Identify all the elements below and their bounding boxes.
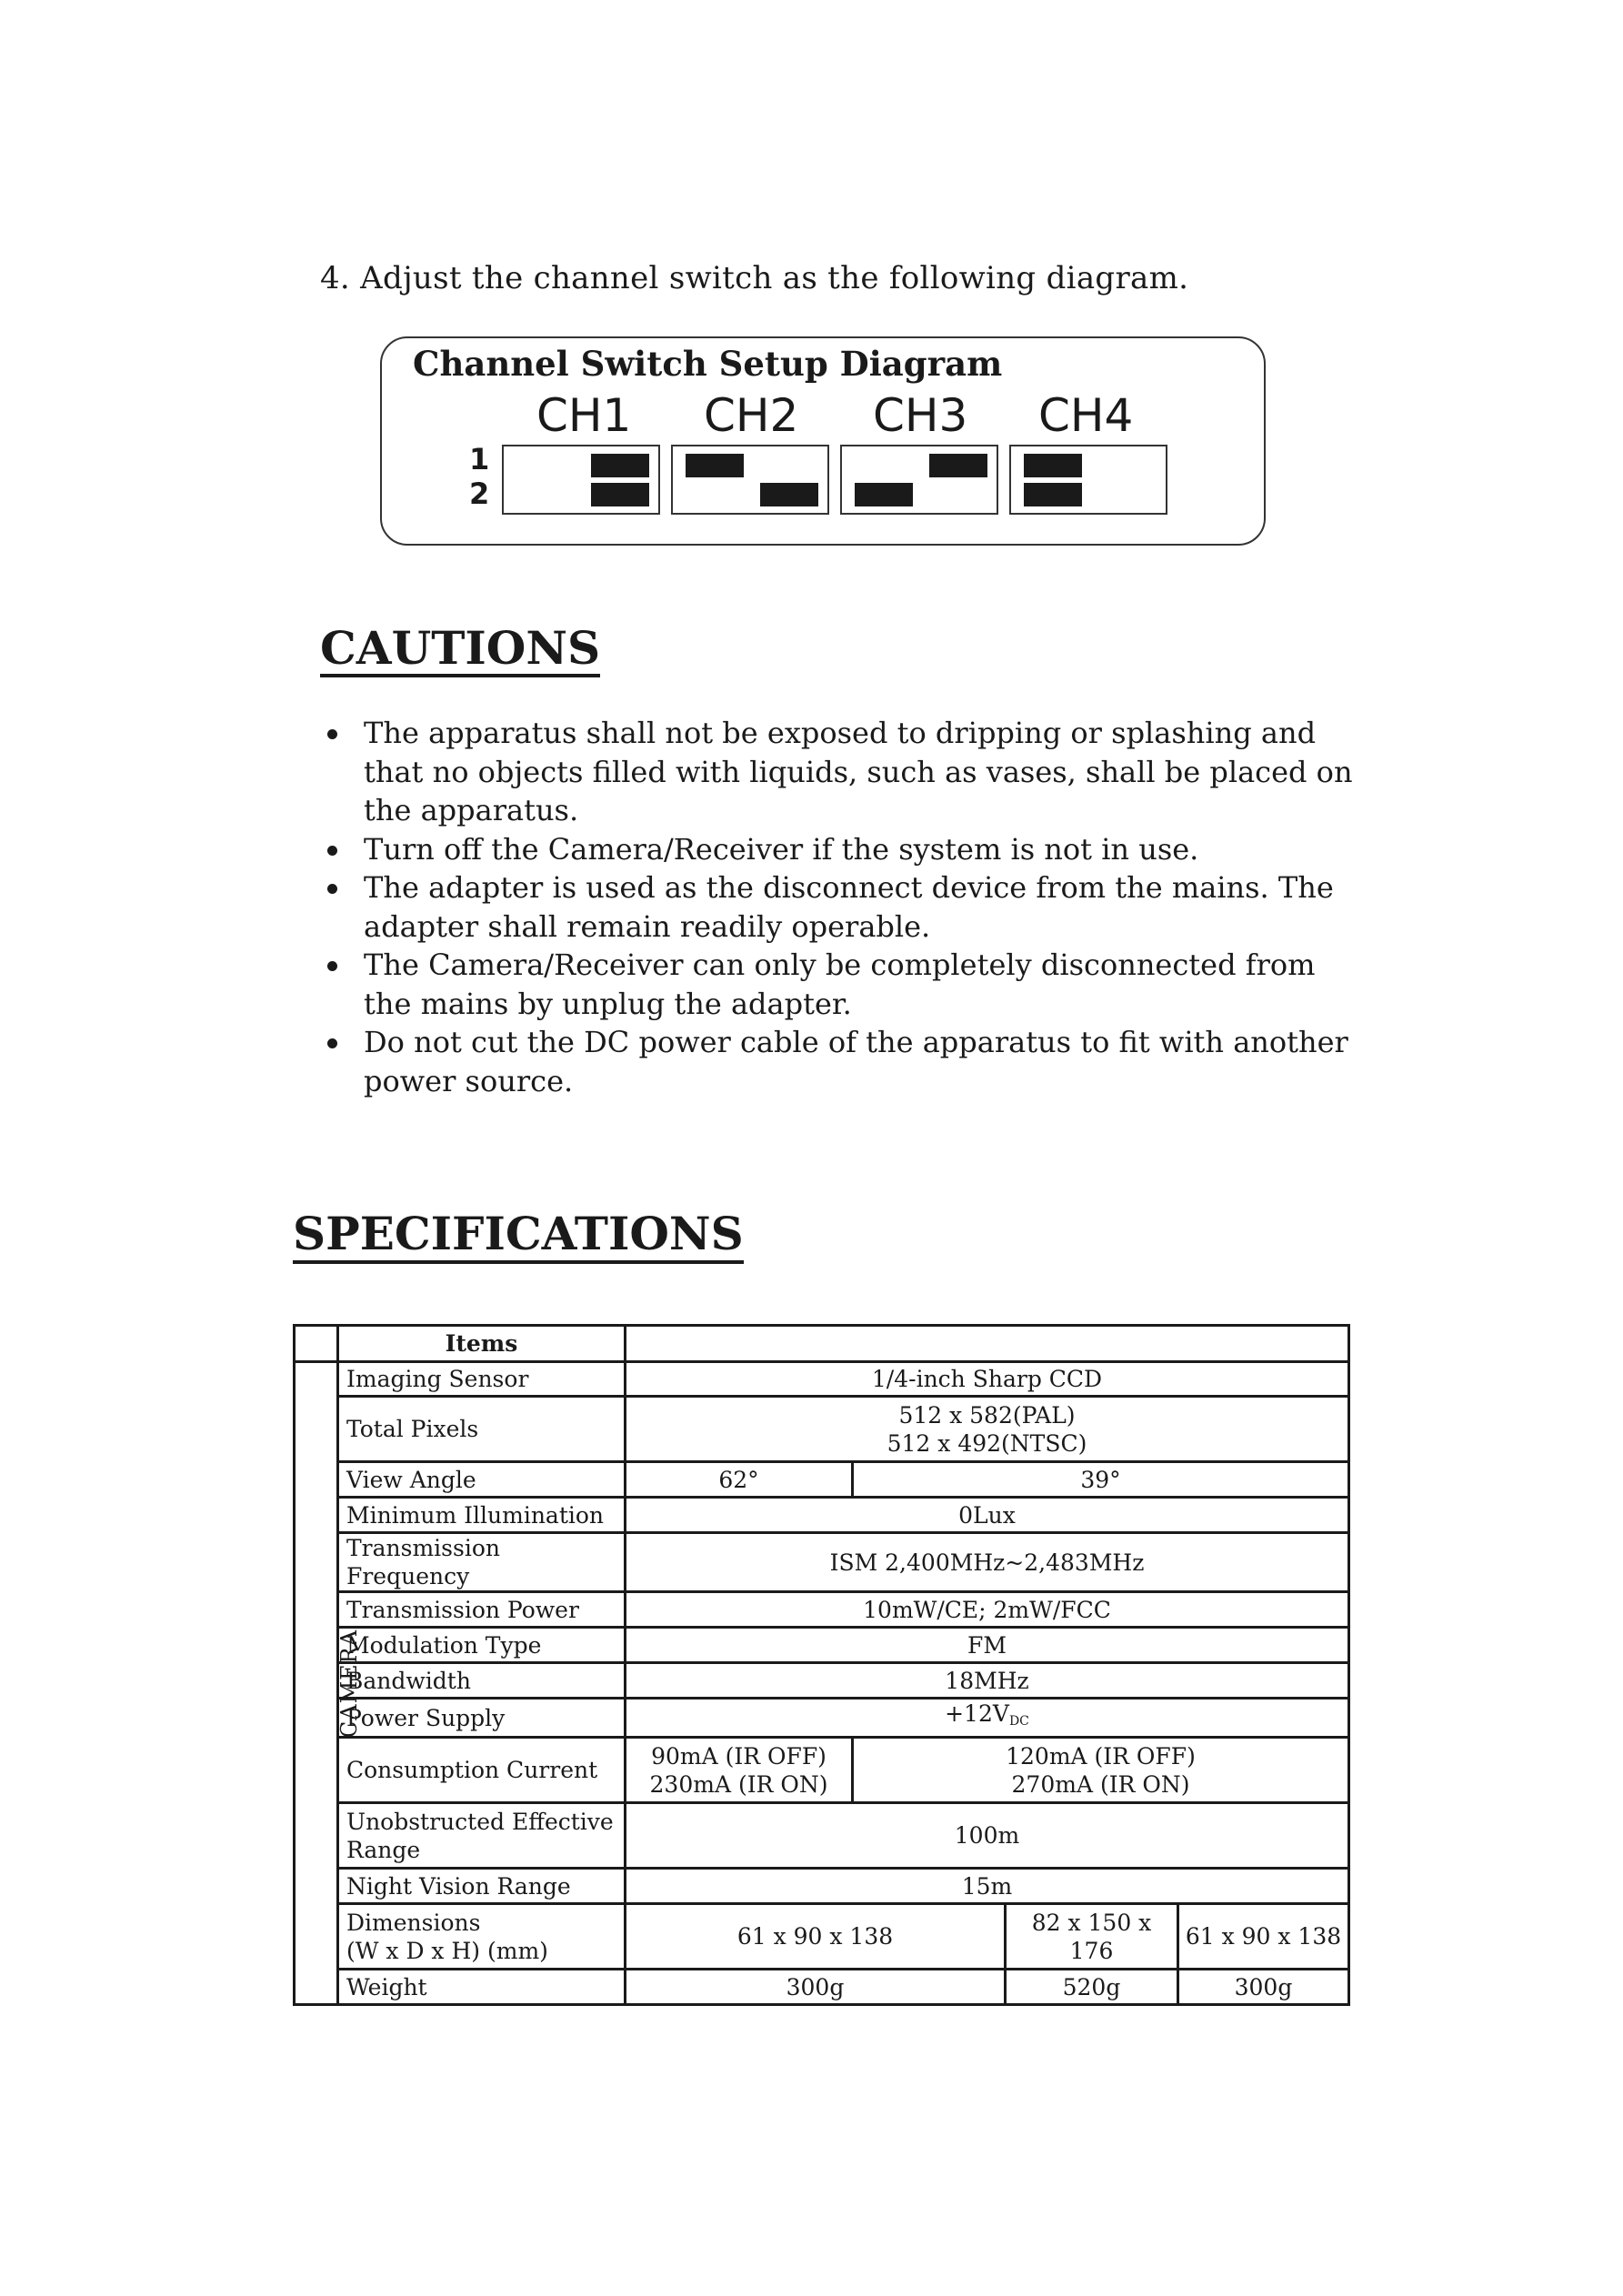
table-row — [295, 1904, 1349, 1970]
switch-ch4 — [1009, 445, 1167, 515]
specifications-table — [293, 1324, 1350, 2006]
list-item — [320, 1023, 1357, 1100]
power-subscript: DC — [1008, 1714, 1029, 1729]
camera-side-label: CAMERA — [336, 1629, 363, 1739]
bullet-icon — [327, 1038, 337, 1048]
switch-knob — [1024, 483, 1082, 506]
row-value — [626, 1699, 1349, 1738]
row-label: Night Vision Range — [338, 1869, 626, 1904]
row-value: 0Lux — [626, 1498, 1349, 1533]
row-value: 82 x 150 x 176 — [1006, 1904, 1178, 1970]
row-value: 61 x 90 x 138 — [1178, 1904, 1349, 1970]
row-value: 300g — [626, 1970, 1006, 2005]
consumption-b-ir-off: 120mA (IR OFF) — [1006, 1742, 1196, 1770]
row-label: Minimum Illumination — [338, 1498, 626, 1533]
row-value: ISM 2,400MHz~2,483MHz — [626, 1533, 1349, 1592]
row-label — [338, 1904, 626, 1970]
row-label: Unobstructed Effective Range — [338, 1803, 626, 1869]
dimensions-units: (W x D x H) (mm) — [346, 1937, 548, 1964]
row-value: 39° — [853, 1462, 1349, 1498]
bullet-icon — [327, 729, 337, 739]
row-value: 1/4-inch Sharp CCD — [626, 1362, 1349, 1397]
switch-ch2 — [671, 445, 829, 515]
switch-ch1 — [502, 445, 660, 515]
row-label: Transmission Power — [338, 1592, 626, 1628]
channel-label-ch4: CH4 — [1038, 389, 1134, 442]
list-item — [320, 868, 1357, 946]
switch-knob — [855, 483, 913, 506]
list-item — [320, 946, 1357, 1023]
caution-text: Do not cut the DC power cable of the apparatus to fit with another power source. — [364, 1025, 1348, 1098]
list-item — [320, 714, 1357, 830]
channel-label-ch1: CH1 — [536, 389, 632, 442]
dimensions-label: Dimensions — [346, 1909, 481, 1936]
channel-label-ch3: CH3 — [873, 389, 968, 442]
switch-knob — [591, 483, 649, 506]
pixels-pal: 512 x 582(PAL) — [898, 1401, 1076, 1429]
row-value: 520g — [1006, 1970, 1178, 2005]
consumption-a-ir-on: 230mA (IR ON) — [649, 1770, 828, 1798]
row-label: Consumption Current — [338, 1738, 626, 1803]
row-label: Bandwidth — [338, 1663, 626, 1699]
table-row — [295, 1628, 1349, 1663]
row-value: 10mW/CE; 2mW/FCC — [626, 1592, 1349, 1628]
switch-row-label-1: 1 — [469, 442, 490, 476]
diagram-title: Channel Switch Setup Diagram — [413, 344, 1003, 384]
table-row — [295, 1738, 1349, 1803]
row-value — [626, 1397, 1349, 1462]
switch-row-label-2: 2 — [469, 476, 490, 511]
caution-text: The Camera/Receiver can only be completely disconnected from the mains by unplug the adapter. — [364, 947, 1316, 1021]
caution-text: Turn off the Camera/Receiver if the system is not in use. — [364, 831, 1199, 867]
bullet-icon — [327, 961, 337, 971]
table-row — [295, 1498, 1349, 1533]
row-value: 100m — [626, 1803, 1349, 1869]
table-row — [295, 1326, 1349, 1362]
table-row — [295, 1699, 1349, 1738]
switch-knob — [1024, 454, 1082, 477]
power-value: +12V — [945, 1700, 1009, 1727]
table-row — [295, 1663, 1349, 1699]
list-item — [320, 830, 1357, 869]
camera-side-label-cell — [295, 1362, 363, 2005]
table-row — [295, 1592, 1349, 1628]
caution-text: The apparatus shall not be exposed to dripping or splashing and that no objects filled with liquids, such as vases, shall be placed on the apparatus. — [364, 716, 1353, 827]
channel-label-ch2: CH2 — [704, 389, 799, 442]
table-row — [295, 1869, 1349, 1904]
cautions-heading: CAUTIONS — [320, 625, 600, 677]
table-row — [295, 1803, 1349, 1869]
row-value: FM — [626, 1628, 1349, 1663]
row-value: 300g — [1178, 1970, 1349, 2005]
row-label: Modulation Type — [338, 1628, 626, 1663]
row-label: Power Supply — [338, 1699, 626, 1738]
switch-knob — [591, 454, 649, 477]
blank-cell — [626, 1326, 1349, 1362]
bullet-icon — [327, 884, 337, 894]
specifications-heading: SPECIFICATIONS — [293, 1209, 744, 1264]
row-label: Imaging Sensor — [338, 1362, 626, 1397]
pixels-ntsc: 512 x 492(NTSC) — [887, 1429, 1087, 1457]
consumption-a-ir-off: 90mA (IR OFF) — [651, 1742, 827, 1770]
cautions-list — [320, 714, 1357, 1100]
row-label: View Angle — [338, 1462, 626, 1498]
blank-cell — [295, 1326, 338, 1362]
row-label: Weight — [338, 1970, 626, 2005]
table-row — [295, 1362, 1349, 1397]
consumption-b-ir-on: 270mA (IR ON) — [1011, 1770, 1190, 1798]
switch-knob — [760, 483, 818, 506]
row-value: 15m — [626, 1869, 1349, 1904]
step-instruction: 4. Adjust the channel switch as the following diagram. — [320, 260, 1189, 296]
row-value: 61 x 90 x 138 — [626, 1904, 1006, 1970]
row-value: 18MHz — [626, 1663, 1349, 1699]
row-value — [626, 1738, 853, 1803]
caution-text: The adapter is used as the disconnect device from the mains. The adapter shall remain readily operable. — [364, 870, 1334, 944]
table-row — [295, 1533, 1349, 1592]
items-header: Items — [338, 1326, 626, 1362]
row-value — [853, 1738, 1349, 1803]
bullet-icon — [327, 846, 337, 856]
table-row — [295, 1970, 1349, 2005]
row-label: Total Pixels — [338, 1397, 626, 1462]
switch-ch3 — [840, 445, 998, 515]
table-row — [295, 1397, 1349, 1462]
switch-knob — [686, 454, 744, 477]
row-label: Transmission Frequency — [338, 1533, 626, 1592]
table-row — [295, 1462, 1349, 1498]
switch-knob — [929, 454, 987, 477]
row-value: 62° — [626, 1462, 853, 1498]
